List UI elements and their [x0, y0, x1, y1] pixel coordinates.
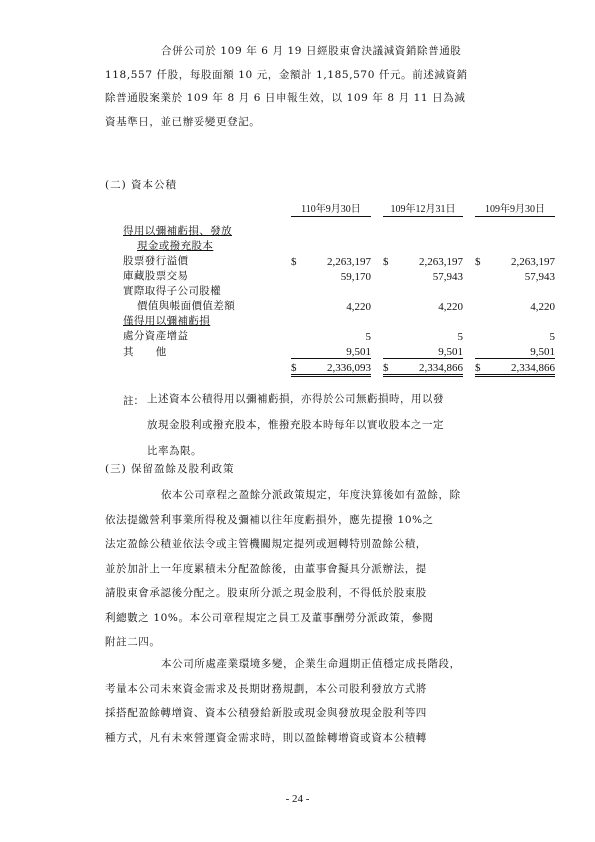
value-cell	[475, 223, 555, 238]
table-row	[123, 343, 555, 359]
currency-symbol: $	[383, 256, 389, 268]
value-cell: 4,220	[346, 301, 371, 313]
paragraph-line: 利總數之 10%。本公司章程規定之員工及董事酬勞分派政策，參閱	[105, 611, 434, 624]
value-cell	[291, 359, 371, 376]
value-cell	[291, 238, 371, 253]
note-line: 放現金股利或撥充股本，惟撥充股本時每年以實收股本之一定	[147, 419, 444, 431]
amount: 2,336,093	[327, 362, 371, 374]
value-cell	[291, 313, 371, 328]
page-number: - 24 -	[285, 793, 310, 805]
currency-symbol: $	[475, 362, 481, 374]
table-row	[123, 238, 555, 253]
value-cell	[383, 238, 463, 253]
currency-symbol: $	[383, 362, 389, 374]
table-header-row	[123, 200, 555, 217]
value-cell: 9,501	[291, 343, 371, 359]
retained-earnings-heading: (三) 保留盈餘及股利政策	[105, 463, 235, 475]
paragraph-line: 法定盈餘公積並依法令或主管機關規定提列或迴轉特別盈餘公積，	[105, 538, 427, 550]
value-cell: 4,220	[438, 301, 463, 313]
paragraph-line: 本公司所處產業環境多變，企業生命週期正值穩定成長階段，	[161, 658, 461, 670]
row-label: 其 他	[123, 345, 167, 358]
amount: 2,334,866	[419, 362, 463, 374]
paragraph-line: 並於加計上一年度累積未分配盈餘後，由董事會擬具分派辦法，提	[105, 562, 427, 575]
value-cell: 9,501	[383, 343, 463, 359]
value-cell	[383, 359, 463, 376]
value-cell	[475, 313, 555, 328]
value-cell	[383, 313, 463, 328]
table-row	[123, 313, 555, 328]
table-row	[123, 283, 555, 298]
column-header: 110年9月30日	[291, 200, 371, 217]
capital-surplus-table	[123, 200, 555, 377]
dividend-policy-paragraph	[105, 483, 545, 655]
value-cell: 57,943	[524, 271, 555, 283]
paragraph-line: 依法提繳營利事業所得稅及彌補以往年度虧損外，應先提撥 10%之	[105, 513, 434, 526]
paragraph-line: 採搭配盈餘轉增資、資本公積發給新股或現金與發放現金股利等四	[105, 707, 427, 719]
row-label	[123, 359, 279, 376]
row-label: 僅得用以彌補虧損	[123, 315, 211, 327]
note-line: 比率為限。	[147, 445, 202, 457]
intro-line: 合併公司於 109 年 6 月 19 日經股東會決議減資銷除普通股	[161, 45, 462, 57]
value-cell: 5	[365, 331, 371, 343]
paragraph-line: 種方式，凡有未來營運資金需求時，則以盈餘轉增資或資本公積轉	[105, 731, 427, 744]
row-label: 股票發行溢價	[123, 255, 189, 267]
paragraph-line: 請股東會承認後分配之。股東所分派之現金股利，不得低於股東股	[105, 587, 427, 599]
intro-line: 除普通股案業於 109 年 8 月 6 日申報生效，以 109 年 8 月 11 日為減	[105, 92, 466, 104]
row-label: 得用以彌補虧損、發放	[123, 225, 232, 237]
column-header: 109年9月30日	[475, 200, 555, 217]
value-cell	[383, 223, 463, 238]
dividend-method-paragraph	[105, 652, 545, 750]
value-cell: 59,170	[340, 271, 371, 283]
value-cell	[291, 253, 371, 268]
intro-line: 118,557 仟股，每股面額 10 元，金額計 1,185,570 仟元。前述減資銷	[105, 68, 468, 81]
row-label: 處分資產增益	[123, 330, 189, 342]
value-cell	[475, 283, 555, 298]
paragraph-line: 附註二四。	[105, 636, 161, 648]
table-row	[123, 298, 555, 313]
value-cell	[383, 253, 463, 268]
value-cell: 9,501	[475, 343, 555, 359]
row-label: 現金或撥充股本	[137, 240, 214, 252]
value-cell: 5	[549, 331, 555, 343]
amount: 2,334,866	[511, 362, 555, 374]
currency-symbol: $	[475, 256, 481, 268]
intro-line: 資基準日，並已辦妥變更登記。	[105, 115, 261, 128]
value-cell: 4,220	[530, 301, 555, 313]
capital-surplus-heading: (二) 資本公積	[105, 179, 178, 191]
note-line: 上述資本公積得用以彌補虧損，亦得於公司無虧損時，用以發	[147, 393, 444, 405]
currency-symbol: $	[291, 362, 297, 374]
row-label: 價值與帳面價值差額	[137, 300, 236, 312]
currency-symbol: $	[291, 256, 297, 268]
table-row	[123, 223, 555, 238]
paragraph-line: 考量本公司未來資金需求及長期財務規劃，本公司股利發放方式將	[105, 682, 427, 695]
value-cell	[475, 253, 555, 268]
note-body	[147, 386, 545, 464]
row-label: 實際取得子公司股權	[123, 285, 222, 297]
value-cell: 57,943	[432, 271, 463, 283]
value-cell	[475, 359, 555, 376]
value-cell	[383, 283, 463, 298]
table-row	[123, 253, 555, 268]
row-label: 庫藏股票交易	[123, 270, 189, 282]
table-row	[123, 359, 555, 376]
table-row	[123, 268, 555, 283]
table-row	[123, 328, 555, 343]
value-cell: 5	[457, 331, 463, 343]
value-cell	[475, 238, 555, 253]
amount: 2,263,197	[327, 256, 371, 268]
value-cell	[291, 283, 371, 298]
amount: 2,263,197	[511, 256, 555, 268]
value-cell	[291, 223, 371, 238]
intro-paragraph	[105, 40, 545, 134]
column-header: 109年12月31日	[383, 200, 463, 217]
amount: 2,263,197	[419, 256, 463, 268]
note-label: 註：	[123, 395, 144, 407]
paragraph-line: 依本公司章程之盈餘分派政策規定，年度決算後如有盈餘，除	[161, 489, 461, 501]
